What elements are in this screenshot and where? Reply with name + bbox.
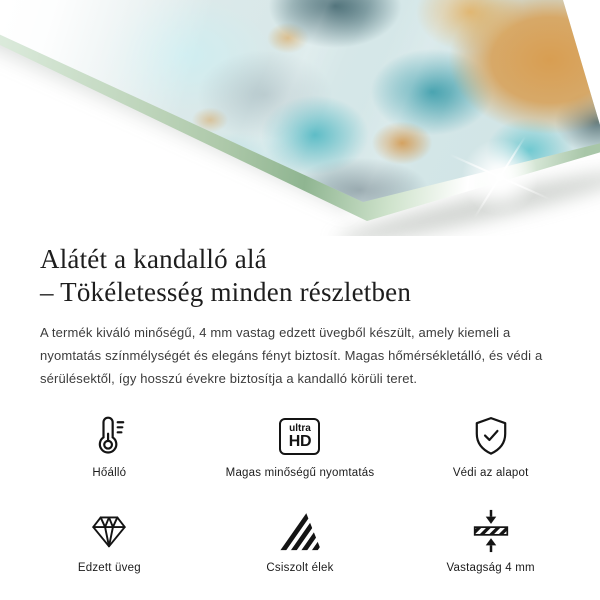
feature-label: Edzett üveg <box>77 562 141 574</box>
product-title-line-1: Alátét a kandalló alá <box>40 244 267 274</box>
feature-label: Csiszolt élek <box>266 562 334 574</box>
feature-high-quality-print <box>205 414 396 479</box>
feature-label: Magas minőségű nyomtatás <box>225 467 375 479</box>
feature-heat-resistant <box>14 414 205 479</box>
feature-thickness <box>395 509 586 574</box>
feature-label: Védi az alapot <box>452 467 529 479</box>
feature-label: Vastagság 4 mm <box>446 562 535 574</box>
product-title-line-2: – Tökéletesség minden részletben <box>40 277 412 307</box>
feature-protects-base <box>395 414 586 479</box>
features-grid <box>14 414 586 574</box>
thickness-icon <box>468 509 514 553</box>
shield-check-icon <box>469 414 513 458</box>
feature-tempered-glass <box>14 509 205 574</box>
product-description: A termék kiváló minőségű, 4 mm vastag edzett üvegből készült, amely kiemeli a nyomtatás színmélységét és elegáns fényt biztosít. Magas hőmérsékletálló, és védi a sérülésektől, így hosszú évekre biztosítja a kandalló körüli teret. <box>40 325 543 386</box>
feature-label: Hőálló <box>92 467 127 479</box>
ultra-hd-icon: ultra HD <box>279 414 320 458</box>
product-image <box>0 0 600 236</box>
thermometer-icon <box>86 414 132 458</box>
polished-edges-icon <box>277 509 323 553</box>
feature-polished-edges <box>205 509 396 574</box>
product-title <box>40 243 560 309</box>
diamond-icon <box>87 509 131 553</box>
